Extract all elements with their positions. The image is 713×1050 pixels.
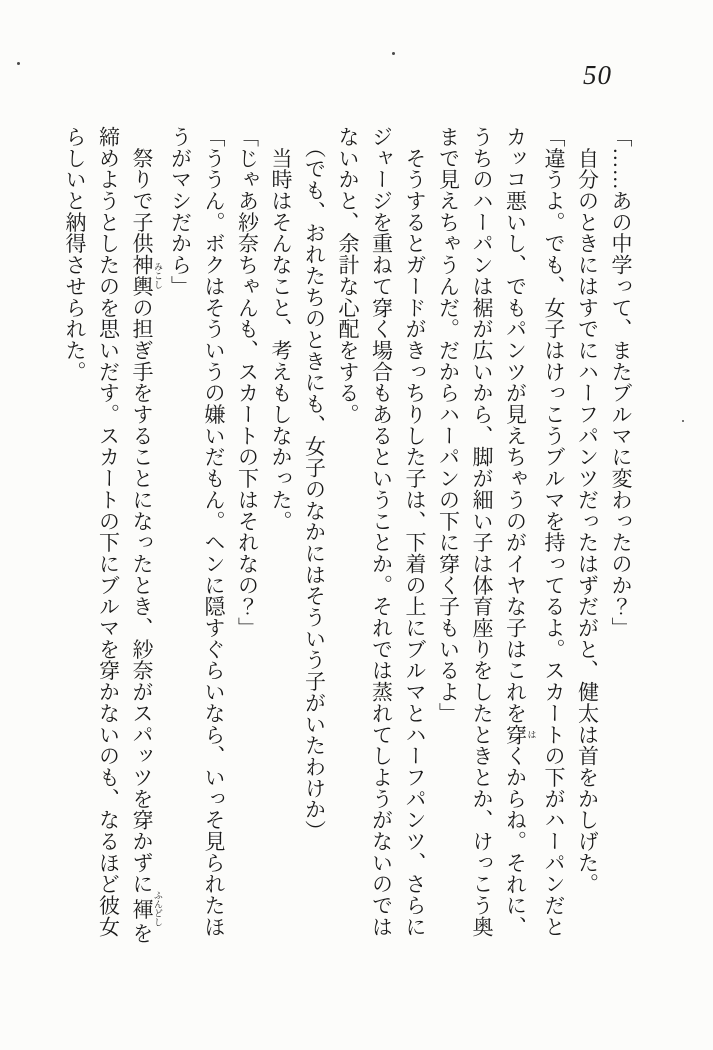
furigana-reading: は <box>526 723 537 746</box>
text-line: 「じゃあ紗奈ちゃんも、スカートの下はそれなの？」 <box>235 126 260 639</box>
ink-speck <box>17 62 20 65</box>
text-line: まで見えちゃうんだ。だからハーパンの下に穿く子もいるよ」 <box>436 126 461 724</box>
text-line: （でも、おれたちのときにも、女子のなかにはそういう子がいたわけか） <box>302 126 327 842</box>
text-line: 祭りで子供神輿 みこしの担ぎ手をすることになったとき、紗奈がスパッツを穿かずに褌 ふんどしを <box>130 126 163 944</box>
text-line: うがマシだから」 <box>168 126 193 297</box>
furigana-ruby: 褌 ふんどし <box>130 890 163 927</box>
ink-speck <box>392 52 395 55</box>
text-line: カッコ悪いし、でもパンツが見えちゃうのがイヤな子はこれを穿 はくからね。それに、 <box>503 126 537 938</box>
text-line: 当時はそんなこと、考えもしなかった。 <box>269 126 293 532</box>
text-line: そうするとガードがきっちりした子は、下着の上にブルマとハーフパンツ、さらに <box>403 126 427 938</box>
text-line: 「違うよ。でも、女子はけっこうブルマを持ってるよ。スカートの下がハーパンだと <box>542 126 566 938</box>
text-line: 「……あの中学って、またブルマに変わったのか？」 <box>609 126 633 639</box>
text-line: らしいと納得させられた。 <box>63 126 87 383</box>
text-line: ないかと、余計な心配をする。 <box>336 126 360 425</box>
vertical-text-body <box>58 126 638 944</box>
furigana-ruby: 神輿 みこし <box>130 254 163 297</box>
ink-speck <box>682 420 684 422</box>
furigana-ruby: 穿 は <box>503 723 537 746</box>
text-line: 「ううん。ボクはそういうの嫌いだもん。ヘンに隠すぐらいなら、いっそ見られたほ <box>202 126 226 938</box>
furigana-reading: ふんどし <box>153 890 163 927</box>
furigana-reading: みこし <box>153 254 163 297</box>
text-line: 締めようとしたのを思いだす。スカートの下にブルマを穿かないのも、なるほど彼女 <box>96 126 121 938</box>
page-number: 50 <box>583 60 612 90</box>
text-line: うちのハーパンは裾が広いから、脚が細い子は体育座りをしたときとか、けっこう奥 <box>470 126 494 938</box>
text-line: 自分のときにはすでにハーフパンツだったはずだがと、健太は首をかしげた。 <box>575 126 600 895</box>
text-line: ジャージを重ねて穿く場合もあるということか。それでは蒸れてしようがないのでは <box>369 126 394 938</box>
